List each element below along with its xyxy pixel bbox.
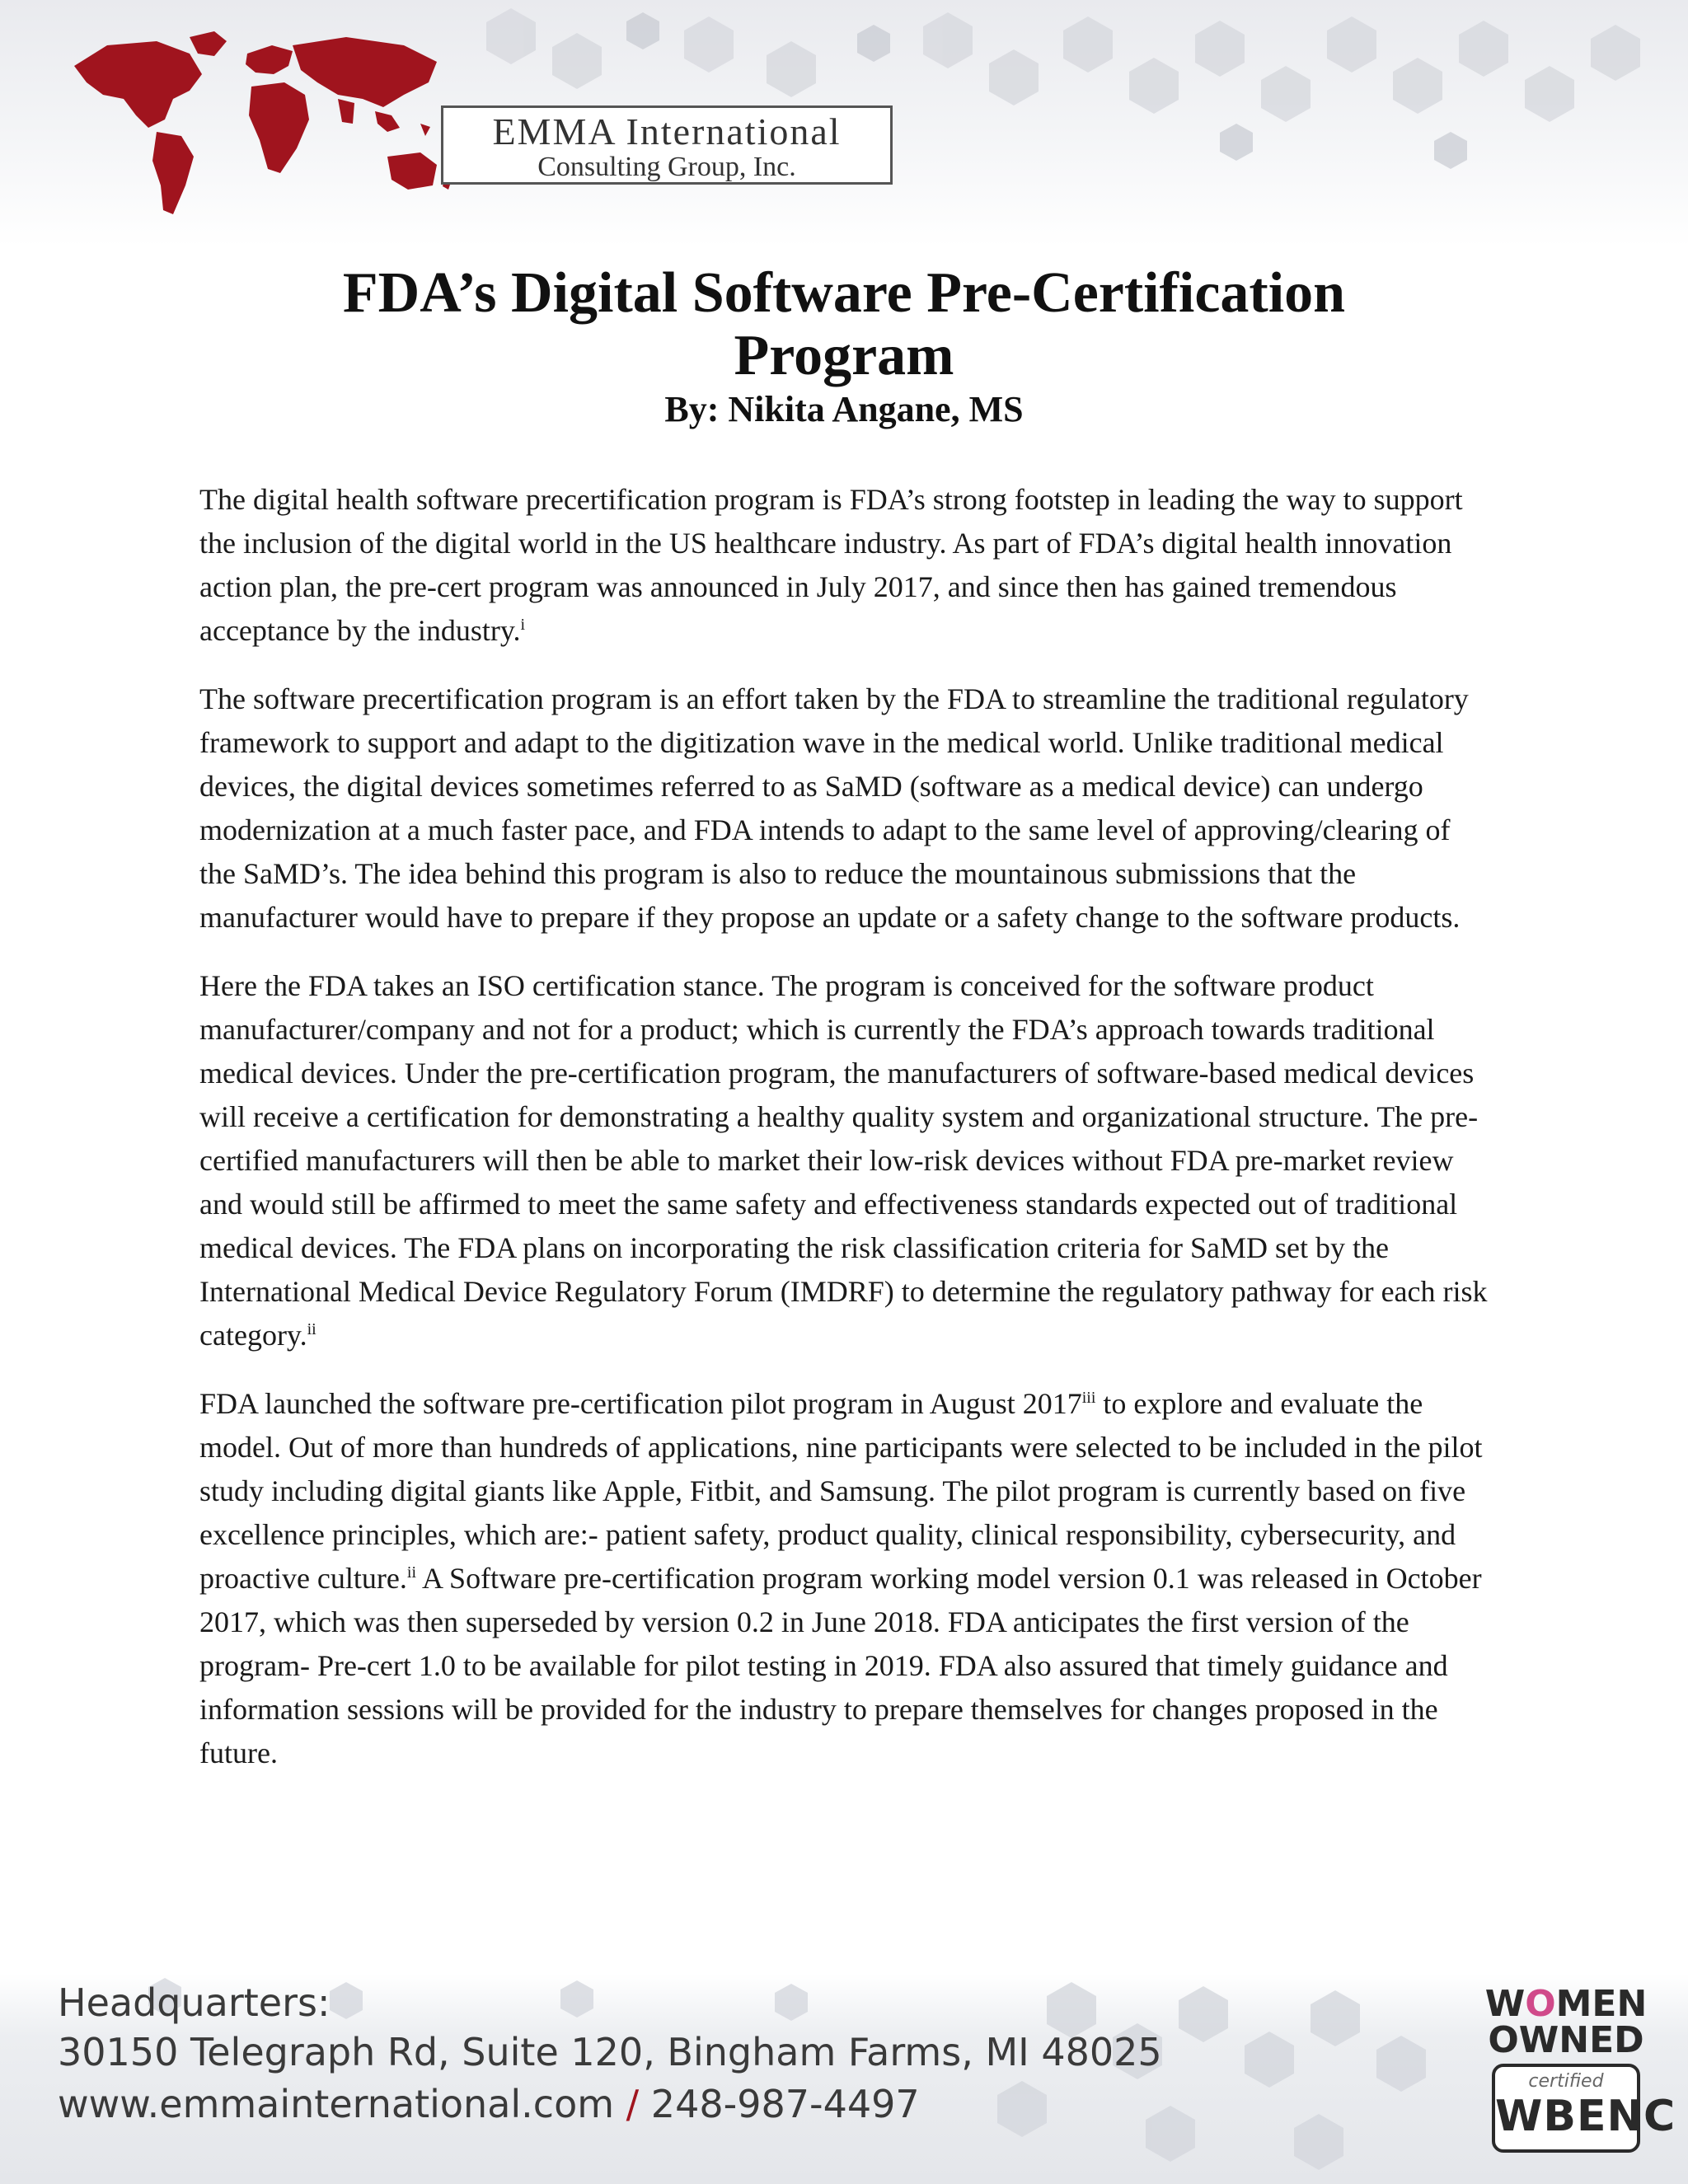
paragraph-3 xyxy=(199,964,1493,1357)
paragraph-4-text-a: FDA launched the software pre-certification pilot program in August 2017 xyxy=(199,1387,1082,1420)
badge-wbenc-text: WBENC xyxy=(1495,2092,1676,2141)
badge-owned-text: OWNED xyxy=(1488,2019,1644,2061)
paragraph-4-text-b: to explore and evaluate the model. Out of more than hundreds of applications, nine participants were selected to be included in the pilot study including digital giants like Apple, Fitbit, and Samsung. The pilot program is currently based on five excellence principles, which are:- patient safety, product quality, clinical responsibility, cybersecurity, and proactive culture. xyxy=(199,1387,1483,1595)
page-header xyxy=(0,0,1688,247)
paragraph-4-text-c: A Software pre-certification program working model version 0.1 was released in October 2017, which was then superseded by version 0.2 in June 2018. FDA anticipates the first version of the program- Pre-cert 1.0 to be available for pilot testing in 2019. FDA also assured that timely guidance and information sessions will be provided for the industry to prepare themselves for changes proposed in the future. xyxy=(199,1562,1482,1769)
headquarters-label: Headquarters: xyxy=(58,1980,331,2025)
author-byline: By: Nikita Angane, MS xyxy=(664,389,1024,429)
article-body xyxy=(199,478,1493,1800)
company-logo-box xyxy=(441,105,893,185)
title-line-2: Program xyxy=(734,324,954,387)
title-line-1: FDA’s Digital Software Pre-Certification xyxy=(342,261,1346,325)
women-owned-wbenc-badge xyxy=(1484,1983,1676,2168)
badge-certified-text: certified xyxy=(1528,2071,1604,2092)
footnote-ref-ii: ii xyxy=(307,1320,316,1338)
paragraph-4 xyxy=(199,1382,1493,1775)
company-subtitle: Consulting Group, Inc. xyxy=(537,152,796,182)
badge-women-text: WOMEN xyxy=(1484,1983,1648,2025)
headquarters-address: 30150 Telegraph Rd, Suite 120, Bingham Farms, MI 48025 xyxy=(58,2030,1162,2074)
wbenc-certified-box xyxy=(1492,2064,1676,2153)
page-title xyxy=(165,262,1523,387)
paragraph-3-text: Here the FDA takes an ISO certification stance. The program is conceived for the software product manufacturer/company and not for a product; which is currently the FDA’s approach towards traditional medical devices. Under the pre-certification program, the manufacturers of software-based medical devices will receive a certification for demonstrating a healthy quality system and organizational structure. The pre-certified manufacturers will then be able to market their low-risk devices without FDA pre-market review and would still be affirmed to meet the same safety and effectiveness standards expected out of traditional medical devices. The FDA plans on incorporating the risk classification criteria for SaMD set by the International Medical Device Regulatory Forum (IMDRF) to determine the regulatory pathway for each risk category. xyxy=(199,969,1488,1352)
website-link[interactable]: www.emmainternational.com xyxy=(58,2082,615,2126)
paragraph-1-text: The digital health software precertification program is FDA’s strong footstep in leading the way to support the inclusion of the digital world in the US healthcare industry. As part of FDA’s digital health innovation action plan, the pre-cert program was announced in July 2017, and since then has gained tremendous acceptance by the industry. xyxy=(199,483,1463,647)
paragraph-2: The software precertification program is an effort taken by the FDA to streamline the traditional regulatory framework to support and adapt to the digitization wave in the medical world. Unlike traditional medical devices, the digital devices sometimes referred to as SaMD (software as a medical device) can undergo modernization at a much faster pace, and FDA intends to adapt to the same level of approving/clearing of the SaMD’s. The idea behind this program is also to reduce the mountainous submissions that the manufacturer would have to prepare if they propose an update or a safety change to the software products. xyxy=(199,682,1469,934)
paragraph-1 xyxy=(199,478,1493,653)
footnote-ref-i: i xyxy=(520,616,526,634)
company-name: EMMA International xyxy=(492,110,842,152)
contact-separator: / xyxy=(614,2082,651,2126)
contact-line xyxy=(58,2082,920,2126)
footnote-ref-iii: iii xyxy=(1081,1389,1096,1407)
phone-number: 248-987-4497 xyxy=(650,2082,920,2126)
world-map-logo xyxy=(58,16,470,231)
footnote-ref-ii-second: ii xyxy=(406,1563,417,1582)
